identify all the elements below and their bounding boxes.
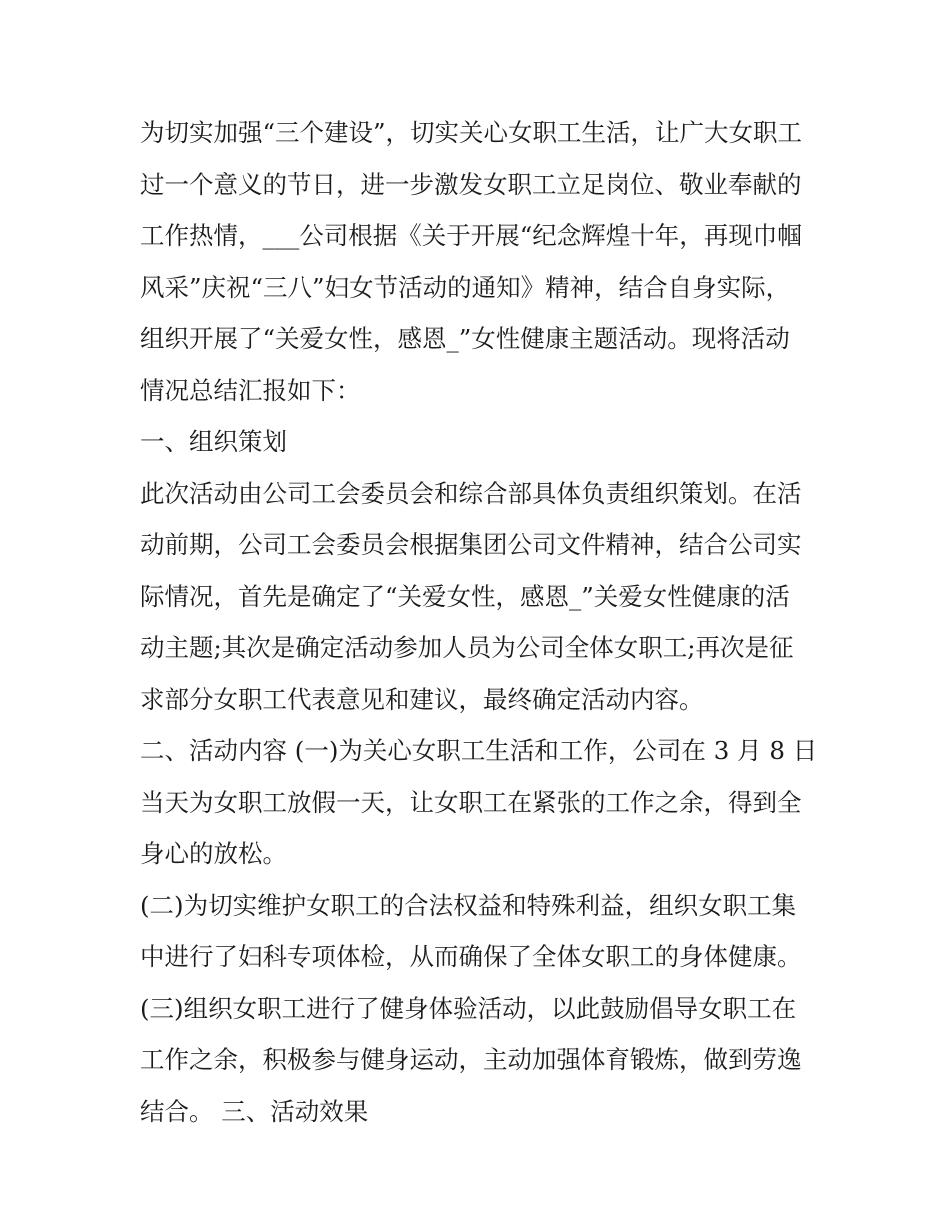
text-line-2: 过一个意义的节日，进一步激发女职工立足岗位、敬业奉献的 <box>140 169 802 199</box>
text-line-15: 身心的放松。 <box>140 839 287 868</box>
text-line-12: 求部分女职工代表意见和建议，最终确定活动内容。 <box>140 684 704 714</box>
text-line-14: 当天为女职工放假一天，让女职工在紧张的工作之余，得到全 <box>140 787 802 817</box>
text-line-8: 此次活动由公司工会委员会和综合部具体负责组织策划。在活 <box>140 478 802 508</box>
text-line-17: 中进行了妇科专项体检，从而确保了全体女职工的身体健康。 <box>140 942 802 971</box>
text-line-3: 工作热情，___公司根据《关于开展“纪念辉煌十年，再现巾帼 <box>140 221 802 250</box>
text-line-11: 动主题;其次是确定活动参加人员为公司全体女职工;再次是征 <box>140 633 794 662</box>
text-line-6: 情况总结汇报如下： <box>140 375 361 405</box>
section-heading-1: 一、组织策划 <box>140 427 287 456</box>
text-line-20: 结合。 三、活动效果 <box>140 1096 369 1126</box>
text-line-1: 为切实加强“三个建设”，切实关心女职工生活，让广大女职工 <box>140 118 803 147</box>
text-line-10: 际情况，首先是确定了“关爱女性，感恩_”关爱女性健康的活 <box>140 581 790 611</box>
text-line-19: 工作之余，积极参与健身运动，主动加强体育锻炼，做到劳逸 <box>140 1045 802 1074</box>
section-heading-2: 二、活动内容 (一)为关心女职工生活和工作，公司在 3 月 8 日 <box>140 736 818 765</box>
text-line-4: 风采”庆祝“三八”妇女节活动的通知》精神，结合自身实际， <box>140 272 791 302</box>
text-line-18: (三)组织女职工进行了健身体验活动，以此鼓励倡导女职工在 <box>140 993 797 1023</box>
text-line-5: 组织开展了“关爱女性，感恩_”女性健康主题活动。现将活动 <box>140 324 790 353</box>
document-body <box>140 107 820 1137</box>
text-line-9: 动前期，公司工会委员会根据集团公司文件精神，结合公司实 <box>140 530 802 559</box>
text-line-16: (二)为切实维护女职工的合法权益和特殊利益，组织女职工集 <box>140 890 797 920</box>
